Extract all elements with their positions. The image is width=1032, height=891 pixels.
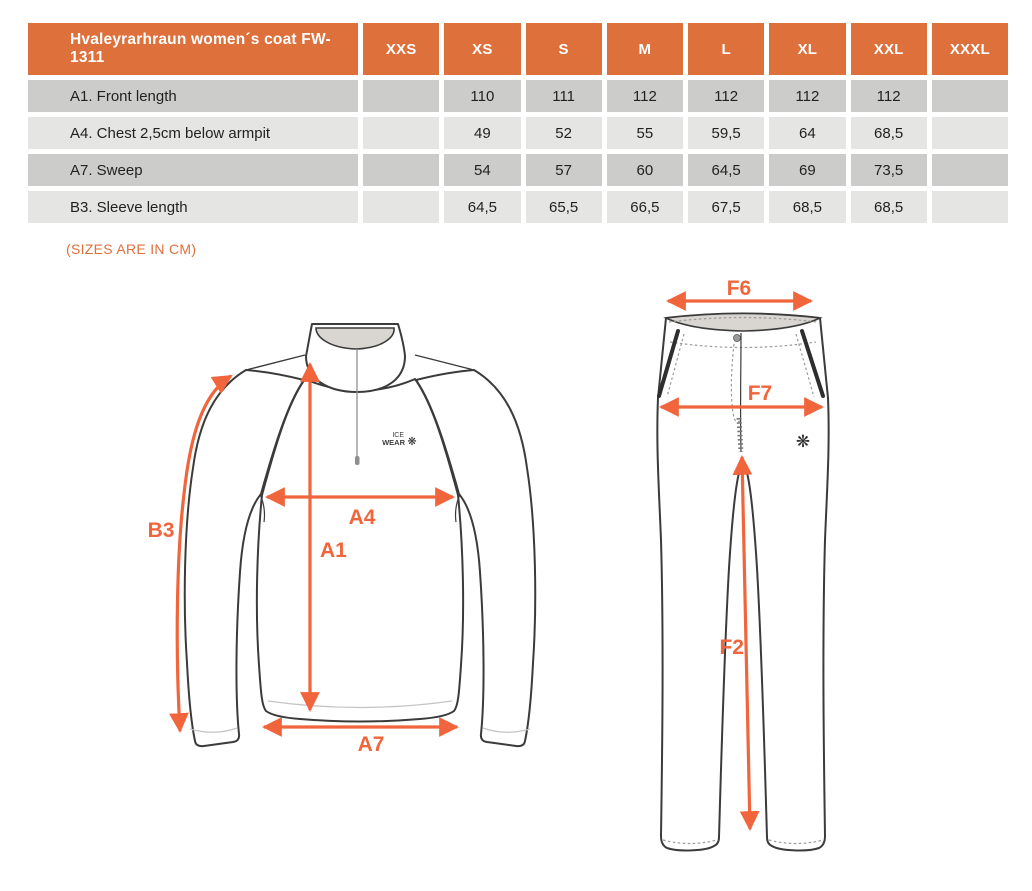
- table-cell: 59,5: [688, 117, 764, 149]
- logo-line2: WEAR: [382, 438, 405, 447]
- table-cell: 112: [688, 80, 764, 112]
- size-header-s: S: [526, 23, 602, 75]
- table-cell: 57: [526, 154, 602, 186]
- row-label: A1. Front length: [28, 80, 358, 112]
- measure-label-a7: A7: [357, 733, 385, 756]
- table-cell: 55: [607, 117, 683, 149]
- pants-body: [657, 314, 828, 851]
- table-title: Hvaleyrarhraun women´s coat FW-1311: [28, 23, 358, 75]
- waist-button: [734, 335, 741, 342]
- table-cell: [363, 80, 439, 112]
- pants-measurement-diagram: [625, 275, 860, 870]
- table-cell: 67,5: [688, 191, 764, 223]
- table-cell: 52: [526, 117, 602, 149]
- table-cell: 68,5: [851, 191, 927, 223]
- jacket-measurement-diagram: [140, 305, 590, 775]
- size-table: [28, 23, 1008, 223]
- table-cell: 60: [607, 154, 683, 186]
- table-cell: 64,5: [444, 191, 520, 223]
- table-cell: 54: [444, 154, 520, 186]
- measure-label-b3: B3: [147, 519, 175, 542]
- table-cell: 64,5: [688, 154, 764, 186]
- size-header-xxxl: XXXL: [932, 23, 1008, 75]
- table-cell: 68,5: [851, 117, 927, 149]
- sizes-unit-note: (SIZES ARE IN CM): [66, 241, 197, 257]
- measure-label-f7: F7: [747, 382, 773, 405]
- size-header-xxl: XXL: [851, 23, 927, 75]
- table-cell: [932, 80, 1008, 112]
- table-cell: [932, 154, 1008, 186]
- row-label: A4. Chest 2,5cm below armpit: [28, 117, 358, 149]
- size-header-xxs: XXS: [363, 23, 439, 75]
- right-shoulder-seam: [415, 355, 474, 370]
- snowflake-icon: ❋: [795, 432, 811, 452]
- table-cell: [363, 191, 439, 223]
- row-label: B3. Sleeve length: [28, 191, 358, 223]
- table-cell: 49: [444, 117, 520, 149]
- table-cell: 112: [769, 80, 845, 112]
- left-shoulder-seam: [246, 355, 305, 370]
- table-cell: [932, 117, 1008, 149]
- table-cell: 64: [769, 117, 845, 149]
- table-cell: 73,5: [851, 154, 927, 186]
- size-header-l: L: [688, 23, 764, 75]
- table-cell: 112: [851, 80, 927, 112]
- table-cell: [363, 117, 439, 149]
- measure-label-a1: A1: [320, 539, 347, 562]
- measure-label-a4: A4: [348, 506, 376, 529]
- table-cell: 69: [769, 154, 845, 186]
- measure-label-f6: F6: [726, 277, 752, 300]
- zipper-pull: [355, 456, 360, 465]
- size-header-xl: XL: [769, 23, 845, 75]
- measure-label-f2: F2: [719, 636, 744, 659]
- logo-line1: ICE: [392, 432, 404, 439]
- table-cell: 112: [607, 80, 683, 112]
- table-cell: 111: [526, 80, 602, 112]
- jacket-body: [257, 379, 463, 722]
- table-cell: 65,5: [526, 191, 602, 223]
- size-header-m: M: [607, 23, 683, 75]
- table-cell: 68,5: [769, 191, 845, 223]
- snowflake-icon: ❋: [407, 435, 417, 448]
- table-cell: 66,5: [607, 191, 683, 223]
- size-header-xs: XS: [444, 23, 520, 75]
- table-cell: [932, 191, 1008, 223]
- table-cell: [363, 154, 439, 186]
- table-cell: 110: [444, 80, 520, 112]
- row-label: A7. Sweep: [28, 154, 358, 186]
